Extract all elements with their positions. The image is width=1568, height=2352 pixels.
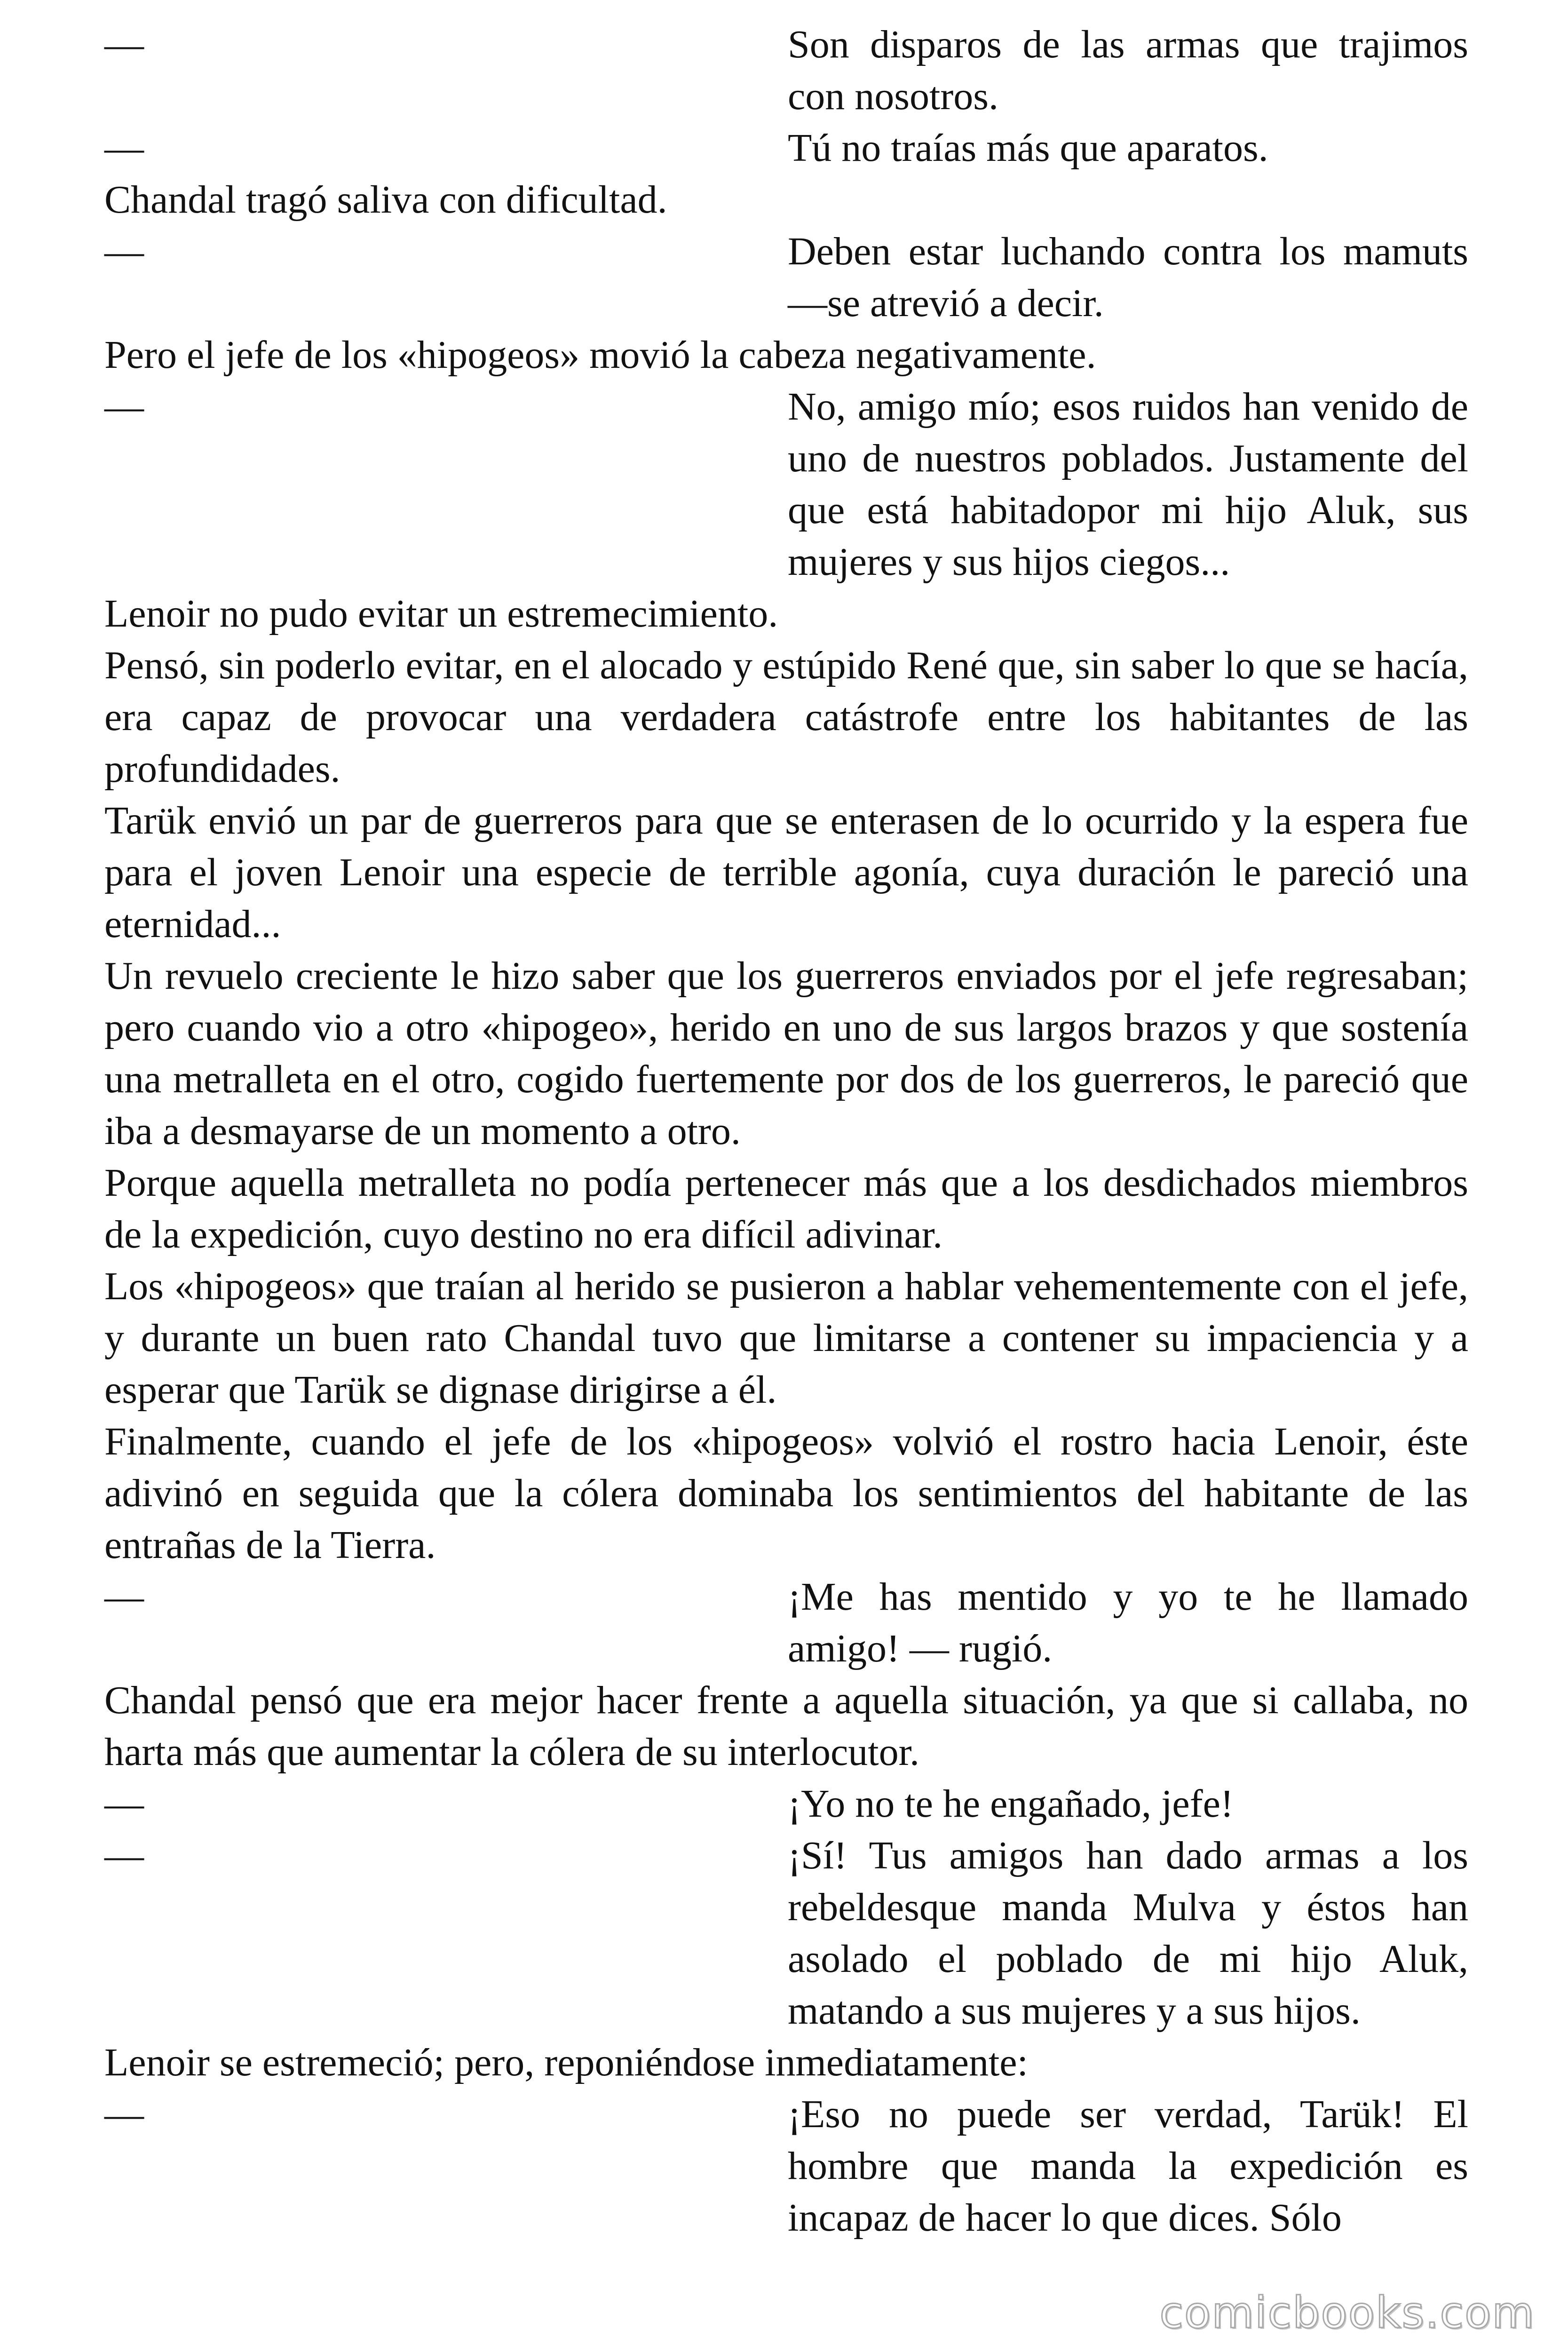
paragraph: Chandal tragó saliva con dificultad. <box>104 178 667 222</box>
paragraph: Finalmente, cuando el jefe de los «hipogeos» volvió el rostro hacia Lenoir, éste adivinó en seguida que la cólera dominaba los sentimientos del habitante de las entrañas de la Tierra. <box>104 1420 1468 1567</box>
dialogue-text: Son disparos de las armas que trajimos con nosotros. <box>788 23 1468 118</box>
paragraph: Lenoir se estremeció; pero, reponiéndose inmediatamente: <box>104 2041 1028 2084</box>
dialogue-text: Deben estar luchando contra los mamuts —se atrevió a decir. <box>788 230 1468 325</box>
dialogue-dash: — <box>104 1834 144 1877</box>
dialogue-dash: — <box>104 1575 144 1619</box>
dialogue-dash: — <box>104 2092 144 2136</box>
paragraph: Los «hipogeos» que traían al herido se pusieron a hablar vehementemente con el jefe, y durante un buen rato Chandal tuvo que limitarse a contener su impaciencia y a esperar que Tarük se dignase dirigirse a él. <box>104 1264 1468 1412</box>
dialog-line <box>104 2089 1468 2244</box>
paragraph: Pensó, sin poderlo evitar, en el alocado y estúpido René que, sin saber lo que se hacía, era capaz de provocar una verdadera catástrofe entre los habitantes de las profundidades. <box>104 644 1468 791</box>
dialog-line <box>104 1778 1468 1830</box>
dialogue-text: ¡Me has mentido y yo te he llamado amigo! — rugió. <box>788 1575 1468 1670</box>
page-text <box>104 19 1468 2244</box>
dialogue-dash: — <box>104 23 144 66</box>
dialog-line <box>104 122 1468 174</box>
paragraph: Tarük envió un par de guerreros para que se enterasen de lo ocurrido y la espera fue para el joven Lenoir una especie de terrible agonía, cuya duración le pareció una eternidad... <box>104 799 1468 946</box>
dialogue-text: No, amigo mío; esos ruidos han venido de uno de nuestros poblados. Justamente del que está habitadopor mi hijo Aluk, sus mujeres y sus hijos ciegos... <box>788 385 1468 584</box>
dialogue-text: ¡Yo no te he engañado, jefe! <box>788 1782 1234 1826</box>
dialogue-dash: — <box>104 385 144 429</box>
dialogue-dash: — <box>104 1782 144 1826</box>
dialog-line <box>104 381 1468 588</box>
dialogue-text: ¡Sí! Tus amigos han dado armas a los rebeldesque manda Mulva y éstos han asolado el poblado de mi hijo Aluk, matando a sus mujeres y a sus hijos. <box>788 1834 1468 2033</box>
dialogue-dash: — <box>104 230 144 273</box>
dialogue-text: Tú no traías más que aparatos. <box>788 126 1268 170</box>
paragraph: Pero el jefe de los «hipogeos» movió la cabeza negativamente. <box>104 333 1096 377</box>
dialog-line <box>104 226 1468 329</box>
dialog-line <box>104 1571 1468 1675</box>
dialog-line <box>104 19 1468 122</box>
paragraph: Porque aquella metralleta no podía pertenecer más que a los desdichados miembros de la expedición, cuyo destino no era difícil adivinar. <box>104 1161 1468 1256</box>
paragraph: Lenoir no pudo evitar un estremecimiento. <box>104 592 778 636</box>
watermark-logo: comicbooks.com <box>1159 2288 1535 2338</box>
paragraph: Un revuelo creciente le hizo saber que los guerreros enviados por el jefe regresaban; pero cuando vio a otro «hipogeo», herido en uno de sus largos brazos y que sostenía una metralleta en el otro, cogido fuertemente por dos de los guerreros, le pareció que iba a desmayarse de un momento a otro. <box>104 954 1468 1153</box>
paragraph: Chandal pensó que era mejor hacer frente a aquella situación, ya que si callaba, no harta más que aumentar la cólera de su interlocutor. <box>104 1678 1468 1774</box>
dialogue-text: ¡Eso no puede ser verdad, Tarük! El hombre que manda la expedición es incapaz de hacer lo que dices. Sólo <box>788 2092 1468 2240</box>
dialogue-dash: — <box>104 126 144 170</box>
dialog-line <box>104 1830 1468 2037</box>
